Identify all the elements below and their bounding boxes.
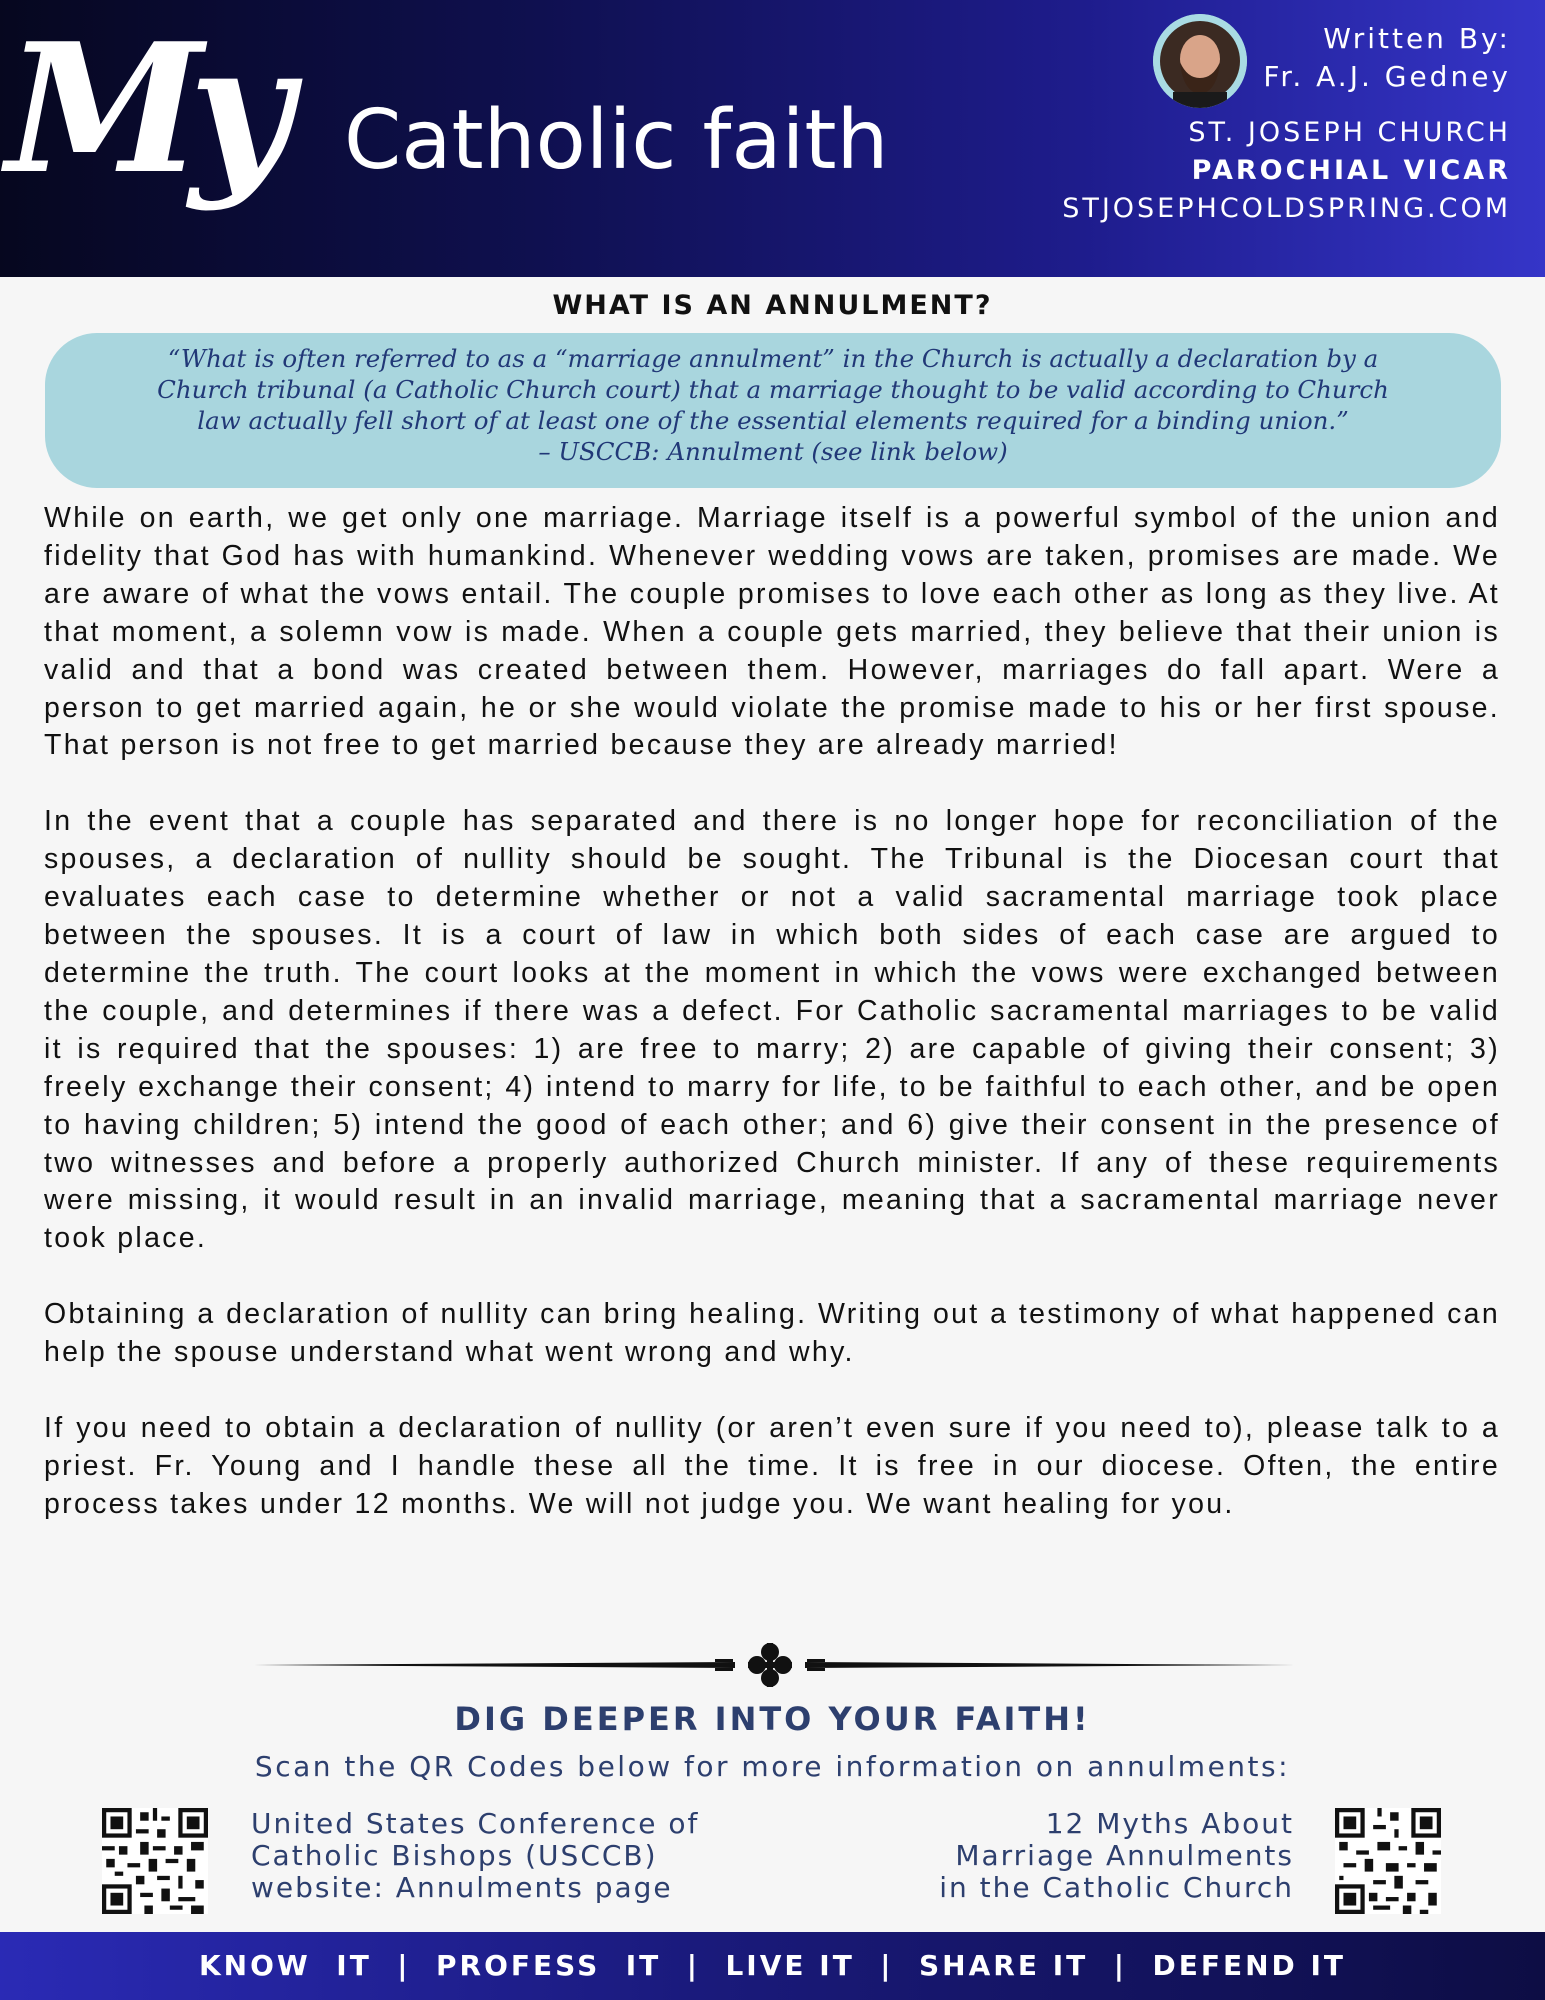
- qr-code-icon[interactable]: [1335, 1808, 1441, 1914]
- link-line: in the Catholic Church: [939, 1871, 1294, 1904]
- quote-line: “What is often referred to as a “marriage annulment” in the Church is actually a declaration by a: [167, 344, 1379, 373]
- paragraph: While on earth, we get only one marriage. Marriage itself is a powerful symbol of the union and fidelity that God has with humankind. Whenever wedding vows are taken, promises are made. We are aware of what the vows entail. The couple promises to love each other as long as they live. At that moment, a solemn vow is made. When a couple gets married, they believe that their union is valid and that a bond was created between them. However, marriages do fall apart. Were a person to get married again, he or she would violate the promise made to his or her first spouse. That person is not free to get married because they are already married!: [44, 502, 1500, 762]
- usccb-quote: [45, 333, 1501, 488]
- article-body: [44, 500, 1500, 1562]
- quote-line: Church tribunal (a Catholic Church court) that a marriage thought to be valid according to Church: [157, 375, 1389, 404]
- logo-script-my: My: [6, 4, 279, 213]
- ornamental-divider: [245, 1640, 1295, 1690]
- page-title: WHAT IS AN ANNULMENT?: [552, 290, 993, 321]
- link-line: United States Conference of: [251, 1807, 700, 1840]
- resources-subheading: Scan the QR Codes below for more information on annulments:: [254, 1750, 1291, 1783]
- paragraph: In the event that a couple has separated and there is no longer hope for reconciliation of the spouses, a declaration of nullity should be sought. The Tribunal is the Diocesan court that evaluates each case to determine whether or not a valid sacramental marriage took place between the spouses. It is a court of law in which both sides of each case are argued to determine the truth. The court looks at the moment in which the vows were exchanged between the couple, and determines if there was a defect. For Catholic sacramental marriages to be valid it is required that the spouses: 1) are free to marry; 2) are capable of giving their consent; 3) freely exchange their consent; 4) intend to marry for life, to be faithful to each other, and be open to having children; 5) intend the good of each other; and 6) give their consent in the presence of two witnesses and before a properly authorized Church minister. If any of these requirements were missing, it would result in an invalid marriage, meaning that a sacramental marriage never took place.: [44, 805, 1500, 1255]
- myths-link[interactable]: [820, 1808, 1294, 1904]
- logo-catholic-faith: Catholic faith: [344, 93, 889, 188]
- church-name: ST. JOSEPH CHURCH: [1188, 117, 1511, 148]
- resources-heading: DIG DEEPER INTO YOUR FAITH!: [454, 1700, 1091, 1738]
- paragraph: If you need to obtain a declaration of nullity (or aren’t even sure if you need to), please talk to a priest. Fr. Young and I handle these all the time. It is free in our diocese. Often, the entire process takes under 12 months. We will not judge you. We want healing for you.: [44, 1412, 1500, 1520]
- link-line: Catholic Bishops (USCCB): [251, 1839, 658, 1872]
- link-line: Marriage Annulments: [955, 1839, 1294, 1872]
- written-by-label: Written By:: [1323, 22, 1511, 55]
- fleur-cross-icon: [748, 1643, 792, 1687]
- usccb-link[interactable]: [251, 1808, 771, 1904]
- author-name: Fr. A.J. Gedney: [1263, 60, 1511, 93]
- link-line: website: Annulments page: [251, 1871, 673, 1904]
- footer-tagline: KNOW IT | PROFESS IT | LIVE IT | SHARE IT | DEFEND IT: [0, 1932, 1545, 2000]
- author-role: PAROCHIAL VICAR: [1191, 155, 1511, 186]
- quote-attribution: – USCCB: Annulment (see link below): [538, 437, 1008, 466]
- quote-line: law actually fell short of at least one of the essential elements required for a binding union.”: [197, 406, 1349, 435]
- link-line: 12 Myths About: [1045, 1807, 1294, 1840]
- church-website[interactable]: STJOSEPHCOLDSPRING.COM: [1062, 193, 1511, 224]
- church-info: [911, 114, 1511, 228]
- page-header: [0, 0, 1545, 277]
- qr-code-icon[interactable]: [102, 1808, 208, 1914]
- author-block: [1051, 20, 1511, 96]
- paragraph: Obtaining a declaration of nullity can bring healing. Writing out a testimony of what happened can help the spouse understand what went wrong and why.: [44, 1298, 1500, 1369]
